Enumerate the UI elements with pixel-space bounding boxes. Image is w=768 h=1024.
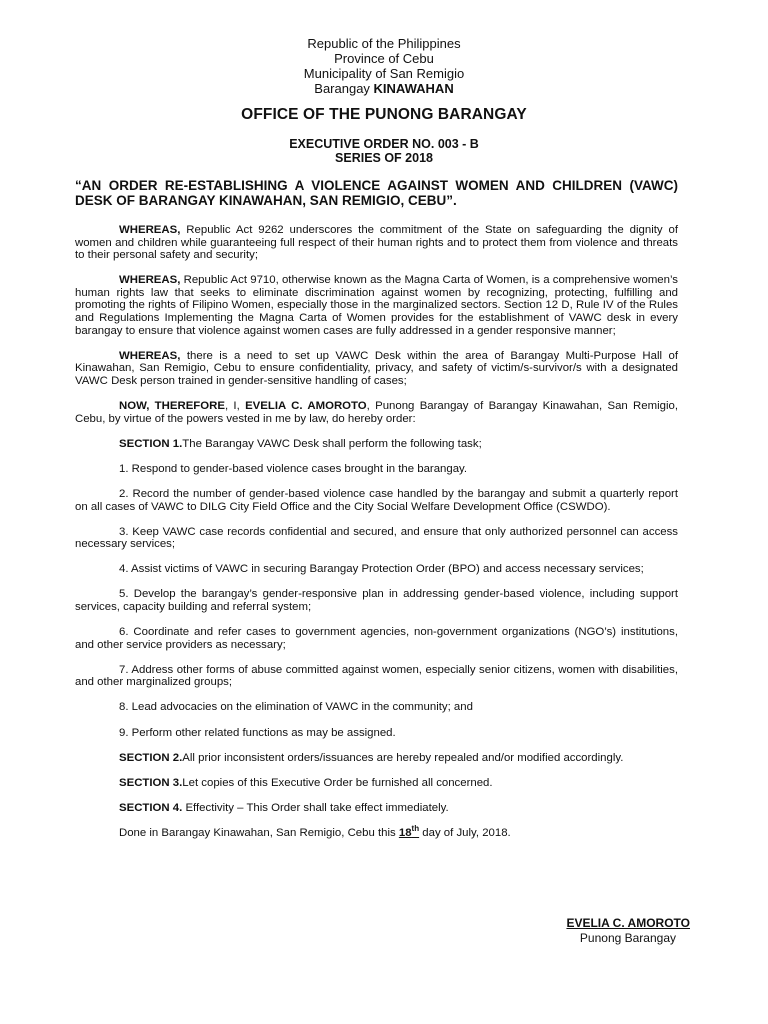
task-item: 3. Keep VAWC case records confidential and secured, and ensure that only authorized personnel can access necessary services; — [75, 525, 678, 551]
now-therefore-lead: NOW, THEREFORE — [119, 400, 225, 413]
executive-order-series: SERIES OF 2018 — [335, 151, 433, 165]
section-3-text: Let copies of this Executive Order be furnished all concerned. — [182, 776, 493, 789]
done-day-suffix: th — [411, 824, 420, 834]
task-item: 2. Record the number of gender-based violence case handled by the barangay and submit a quarterly report on all cases of VAWC to DILG City Field Office and the City Social Welfare Development Office (CSWDO). — [75, 487, 678, 513]
office-title: OFFICE OF THE PUNONG BARANGAY — [241, 106, 527, 123]
done-day-number: 18 — [398, 826, 412, 839]
whereas-text: Republic Act 9262 underscores the commitment of the State on safeguarding the dignity of women and children while guaranteeing full respect of their human rights and to protect them from violence and threats to their personal safety and security; — [75, 224, 678, 262]
signature-block — [520, 916, 690, 946]
task-item: 5. Develop the barangay’s gender-responsive plan in addressing gender-based violence, including support services, capacity building and referral system; — [75, 588, 678, 613]
whereas-clause — [75, 224, 678, 262]
section-2-text: All prior inconsistent orders/issuances are hereby repealed and/or modified accordingly. — [182, 751, 624, 764]
task-item: 1. Respond to gender-based violence cases brought in the barangay. — [119, 462, 468, 475]
barangay-prefix: Barangay — [314, 81, 374, 96]
header-municipality: Municipality of San Remigio — [303, 66, 465, 81]
order-title: “AN ORDER RE-ESTABLISHING A VIOLENCE AGAINST WOMEN AND CHILDREN (VAWC) DESK OF BARANGAY KINAWAHAN, SAN REMIGIO, CEBU”. — [75, 178, 678, 208]
section-1-text: The Barangay VAWC Desk shall perform the following task; — [182, 437, 482, 450]
done-after: day of July, 2018. — [419, 826, 511, 839]
task-item: 6. Coordinate and refer cases to government agencies, non-government organizations (NGO’s) institutions, and other service providers as necessary; — [75, 626, 678, 651]
now-therefore-text: , Punong Barangay of Barangay Kinawahan, San Remigio, Cebu, by virtue of the powers vested in me by law, do hereby order: — [75, 400, 678, 425]
letterhead — [0, 36, 768, 96]
section-4 — [75, 802, 678, 815]
section-3-lead: SECTION 3. — [119, 776, 183, 789]
whereas-lead: WHEREAS, — [119, 274, 181, 287]
task-item: 7. Address other forms of abuse committed against women, especially senior citizens, women with disabilities, and other marginalized groups; — [75, 663, 678, 689]
task-item: 9. Perform other related functions as may be assigned. — [119, 726, 396, 739]
signatory-name: EVELIA C. AMOROTO — [566, 916, 690, 930]
now-therefore-clause — [75, 400, 678, 425]
whereas-lead: WHEREAS, — [119, 224, 181, 236]
order-body — [75, 224, 678, 852]
section-4-lead: SECTION 4. — [119, 801, 183, 814]
header-republic: Republic of the Philippines — [307, 36, 461, 51]
done-before: Done in Barangay Kinawahan, San Remigio, Cebu this — [119, 826, 399, 839]
issuer-name: EVELIA C. AMOROTO — [245, 400, 367, 413]
executive-order-heading — [0, 137, 768, 165]
whereas-clause — [75, 350, 678, 388]
section-2 — [75, 752, 678, 765]
section-1 — [75, 438, 678, 451]
whereas-lead: WHEREAS, — [119, 349, 181, 362]
section-2-lead: SECTION 2. — [119, 751, 183, 764]
header-province: Province of Cebu — [334, 51, 434, 66]
signatory-position: Punong Barangay — [579, 931, 676, 945]
whereas-text: there is a need to set up VAWC Desk within the area of Barangay Multi-Purpose Hall of Kinawahan, San Remigio, Cebu to ensure confidentiality, privacy, and safety of victim/s-survivor/s with a designated VAWC Desk person trained in gender-sensitive handling of cases; — [75, 349, 678, 387]
section-1-lead: SECTION 1. — [119, 437, 183, 450]
section-3 — [75, 777, 678, 790]
whereas-text: Republic Act 9710, otherwise known as the Magna Carta of Women, is a comprehensive women’s human rights law that seeks to eliminate discrimination against women by recognizing, protecting, fulfilling and promoting the rights of Filipino Women, especially those in the marginalized sectors. Section 12 D, Rule IV of the Rules and Regulations Implementing the Magna Carta of Women provides for the establishment of VAWC desk in every barangay to ensure that violence against women cases are fully addressed in a gender responsive manner; — [75, 274, 678, 337]
done-day — [398, 824, 420, 839]
task-item: 8. Lead advocacies on the elimination of VAWC in the community; and — [119, 701, 473, 714]
done-clause — [75, 824, 678, 840]
executive-order-number: EXECUTIVE ORDER NO. 003 - B — [289, 137, 479, 151]
section-4-text: Effectivity – This Order shall take effect immediately. — [182, 801, 449, 814]
barangay-name: KINAWAHAN — [373, 81, 454, 96]
header-barangay — [0, 81, 768, 96]
whereas-clause — [75, 274, 678, 337]
task-item: 4. Assist victims of VAWC in securing Barangay Protection Order (BPO) and access necessary services; — [119, 563, 644, 576]
now-therefore-mid: , I, — [224, 400, 246, 413]
